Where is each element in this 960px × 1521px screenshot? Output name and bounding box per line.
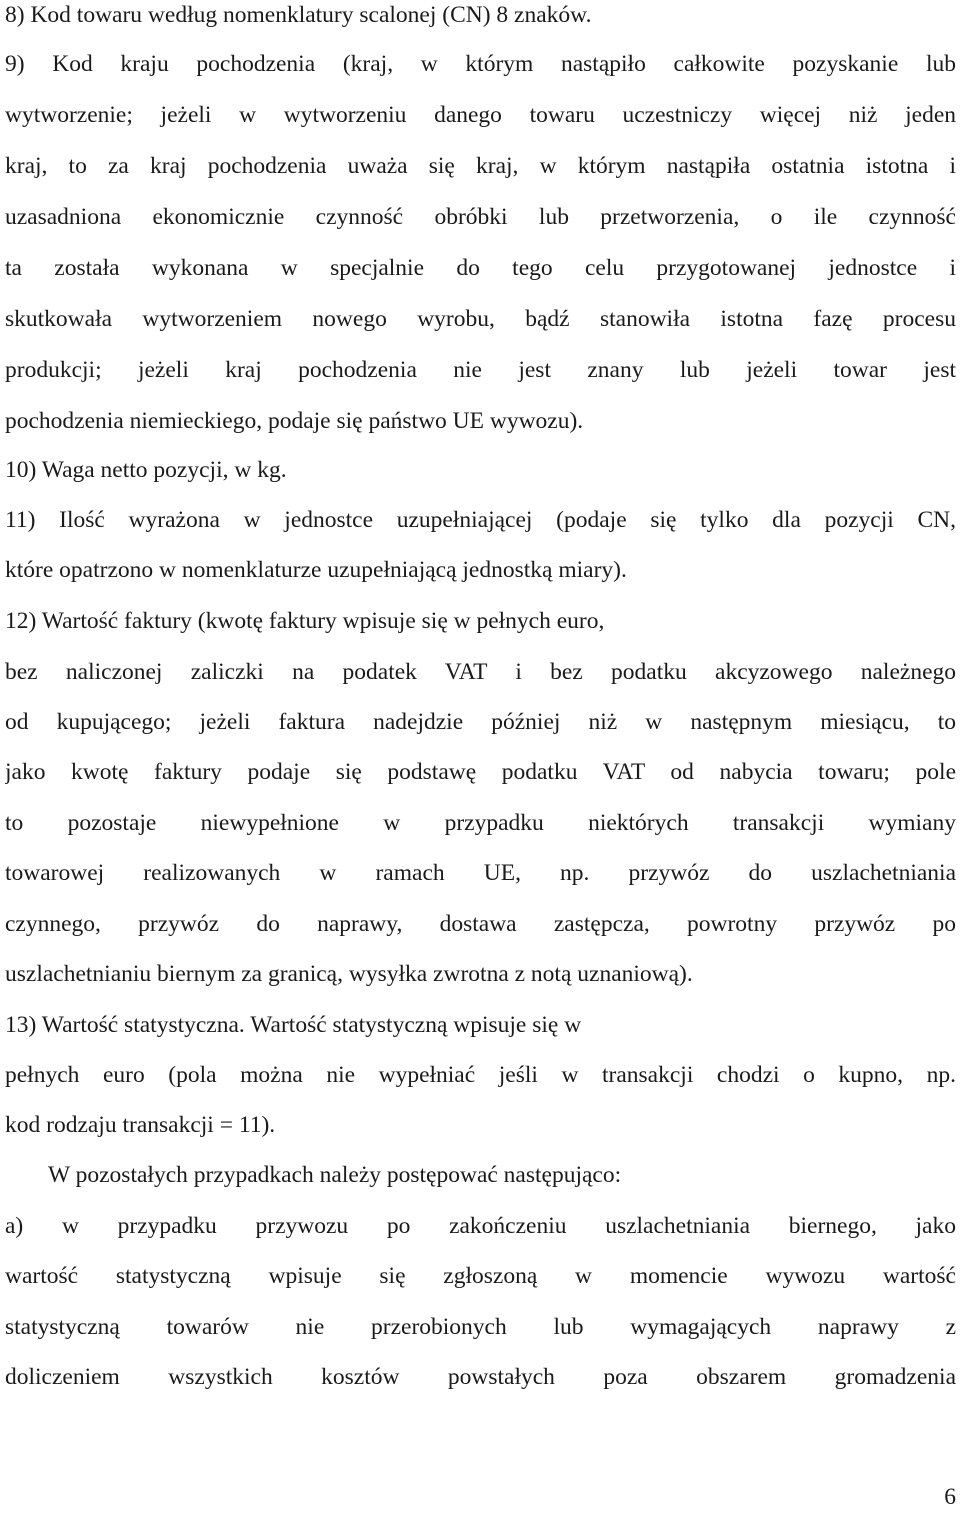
text-line: kraj, to za kraj pochodzenia uważa się kraj, w którym nastąpiła ostatnia istotna i: [5, 153, 956, 179]
text-line: wartość statystyczną wpisuje się zgłoszoną w momencie wywozu wartość: [5, 1263, 956, 1289]
text-line: 12) Wartość faktury (kwotę faktury wpisuje się w pełnych euro,: [5, 608, 605, 634]
text-line: czynnego, przywóz do naprawy, dostawa zastępcza, powrotny przywóz po: [5, 911, 956, 937]
page-number: 6: [944, 1484, 956, 1510]
text-line: 13) Wartość statystyczna. Wartość statystyczną wpisuje się w: [5, 1012, 582, 1038]
text-line: skutkowała wytworzeniem nowego wyrobu, bądź stanowiła istotna fazę procesu: [5, 306, 956, 332]
text-line: które opatrzono w nomenklaturze uzupełniającą jednostką miary).: [5, 557, 627, 583]
text-line: a) w przypadku przywozu po zakończeniu uszlachetniania biernego, jako: [5, 1213, 956, 1239]
text-line: jako kwotę faktury podaje się podstawę podatku VAT od nabycia towaru; pole: [5, 759, 956, 785]
text-line: 11) Ilość wyrażona w jednostce uzupełniającej (podaje się tylko dla pozycji CN,: [5, 507, 956, 533]
text-line: 9) Kod kraju pochodzenia (kraj, w którym nastąpiło całkowite pozyskanie lub: [5, 51, 956, 77]
text-line: produkcji; jeżeli kraj pochodzenia nie jest znany lub jeżeli towar jest: [5, 357, 956, 383]
text-line: 10) Waga netto pozycji, w kg.: [5, 457, 287, 483]
text-line: uzasadniona ekonomicznie czynność obróbki lub przetworzenia, o ile czynność: [5, 204, 956, 230]
text-line: pochodzenia niemieckiego, podaje się państwo UE wywozu).: [5, 408, 584, 434]
text-line: ta została wykonana w specjalnie do tego celu przygotowanej jednostce i: [5, 255, 956, 281]
text-line: to pozostaje niewypełnione w przypadku niektórych transakcji wymiany: [5, 810, 956, 836]
text-line: wytworzenie; jeżeli w wytworzeniu danego towaru uczestniczy więcej niż jeden: [5, 102, 956, 128]
text-line: od kupującego; jeżeli faktura nadejdzie później niż w następnym miesiącu, to: [5, 709, 956, 735]
text-line: pełnych euro (pola można nie wypełniać jeśli w transakcji chodzi o kupno, np.: [5, 1062, 956, 1088]
text-line: bez naliczonej zaliczki na podatek VAT i bez podatku akcyzowego należnego: [5, 659, 956, 685]
text-line: doliczeniem wszystkich kosztów powstałych poza obszarem gromadzenia: [5, 1364, 956, 1390]
text-line: statystyczną towarów nie przerobionych lub wymagających naprawy z: [5, 1314, 956, 1340]
text-line: kod rodzaju transakcji = 11).: [5, 1112, 276, 1138]
text-line: uszlachetnianiu biernym za granicą, wysyłka zwrotna z notą uznaniową).: [5, 961, 693, 987]
text-line: W pozostałych przypadkach należy postępować następująco:: [48, 1162, 622, 1188]
text-line: towarowej realizowanych w ramach UE, np. przywóz do uszlachetniania: [5, 860, 956, 886]
text-line: 8) Kod towaru według nomenklatury scalonej (CN) 8 znaków.: [5, 2, 592, 28]
